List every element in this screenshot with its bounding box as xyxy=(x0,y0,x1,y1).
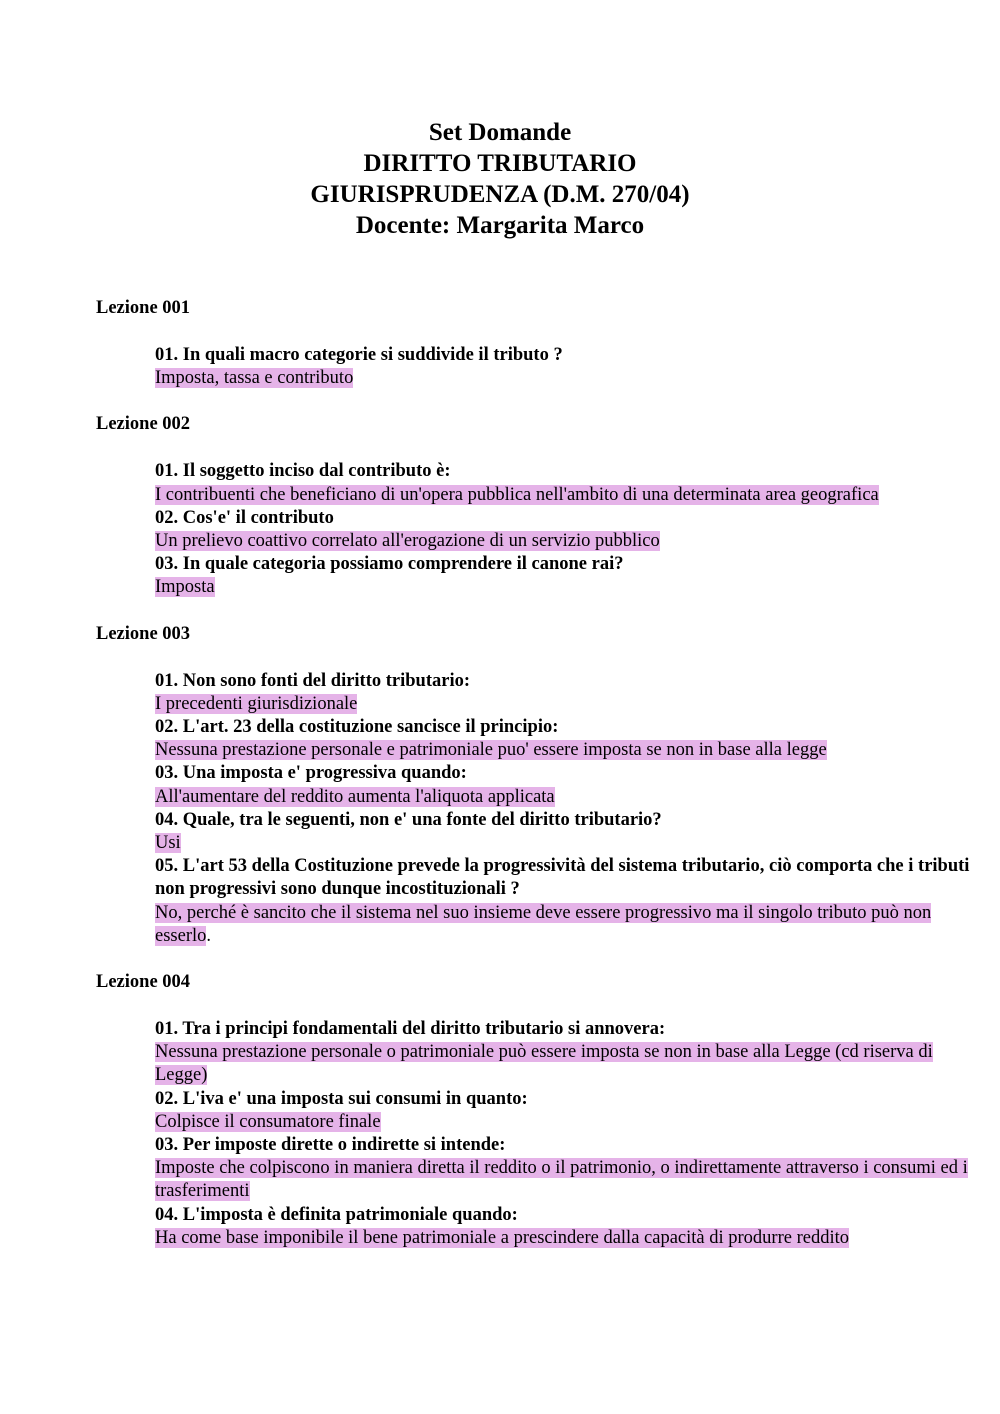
question-list xyxy=(155,460,976,599)
lesson-section xyxy=(96,971,976,1250)
answer-highlight: I contribuenti che beneficiano di un'opera pubblica nell'ambito di una determinata area geografica xyxy=(155,484,879,505)
answer xyxy=(155,1111,976,1134)
question: 05. L'art 53 della Costituzione prevede la progressività del sistema tributario, ciò comporta che i tributi non progressivi sono dunque incostituzionali ? xyxy=(155,856,970,900)
answer xyxy=(155,1227,976,1250)
question: 03. In quale categoria possiamo comprendere il canone rai? xyxy=(155,554,624,575)
answer-highlight: Imposta, tassa e contributo xyxy=(155,368,354,389)
answer-highlight: Colpisce il consumatore finale xyxy=(155,1111,381,1132)
answer xyxy=(155,1157,976,1203)
lesson-title: Lezione 004 xyxy=(96,972,191,993)
answer xyxy=(155,786,976,809)
answer-highlight: No, perché è sancito che il sistema nel suo insieme deve essere progressivo ma il singolo tributo può non esserlo xyxy=(155,902,932,946)
question: 01. Non sono fonti del diritto tributario: xyxy=(155,670,471,691)
lesson-title: Lezione 001 xyxy=(96,298,191,318)
answer xyxy=(155,739,976,762)
question: 02. L'iva e' una imposta sui consumi in quanto: xyxy=(155,1088,528,1109)
answer-highlight: Un prelievo coattivo correlato all'erogazione di un servizio pubblico xyxy=(155,531,660,552)
answer xyxy=(155,484,976,507)
answer xyxy=(155,832,976,855)
title-line-course: GIURISPRUDENZA (D.M. 270/04) xyxy=(310,181,690,208)
answer xyxy=(155,367,976,390)
question: 02. Cos'e' il contributo xyxy=(155,507,334,528)
title-line-set-domande: Set Domande xyxy=(428,119,572,146)
answer-suffix: . xyxy=(206,925,211,946)
answer-highlight: Ha come base imponibile il bene patrimoniale a prescindere dalla capacità di produrre reddito xyxy=(155,1227,849,1248)
question-list xyxy=(155,344,976,390)
question: 03. Per imposte dirette o indirette si intende: xyxy=(155,1135,506,1156)
answer-highlight: Nessuna prestazione personale o patrimoniale può essere imposta se non in base alla Legge (cd riserva di Legge) xyxy=(155,1042,933,1086)
lessons-list xyxy=(96,297,976,1250)
lesson-section xyxy=(96,623,976,948)
answer xyxy=(155,902,976,948)
answer-highlight: All'aumentare del reddito aumenta l'aliquota applicata xyxy=(155,786,555,807)
answer-highlight: Nessuna prestazione personale e patrimoniale puo' essere imposta se non in base alla legge xyxy=(155,740,827,761)
answer-highlight: Imposta xyxy=(155,577,215,598)
question-list xyxy=(155,1018,976,1250)
answer xyxy=(155,693,976,716)
answer xyxy=(155,1041,976,1087)
lesson-section xyxy=(96,297,976,390)
lesson-title: Lezione 002 xyxy=(96,414,191,435)
document-title xyxy=(0,117,1000,241)
answer xyxy=(155,530,976,553)
question: 01. Il soggetto inciso dal contributo è: xyxy=(155,461,451,482)
answer-highlight: Imposte che colpiscono in maniera diretta il reddito o il patrimonio, o indirettamente attraverso i consumi ed i trasferimenti xyxy=(155,1158,968,1202)
question: 01. In quali macro categorie si suddivide il tributo ? xyxy=(155,345,563,365)
answer-highlight: Usi xyxy=(155,833,181,854)
lesson-section xyxy=(96,413,976,599)
title-line-teacher: Docente: Margarita Marco xyxy=(355,212,645,239)
question: 01. Tra i principi fondamentali del diritto tributario si annovera: xyxy=(155,1019,666,1040)
question: 04. Quale, tra le seguenti, non e' una fonte del diritto tributario? xyxy=(155,809,662,830)
question: 02. L'art. 23 della costituzione sancisce il principio: xyxy=(155,717,559,738)
question: 03. Una imposta e' progressiva quando: xyxy=(155,763,467,784)
question-list xyxy=(155,670,976,948)
answer-highlight: I precedenti giurisdizionale xyxy=(155,693,358,714)
question: 04. L'imposta è definita patrimoniale quando: xyxy=(155,1204,518,1225)
lesson-title: Lezione 003 xyxy=(96,623,191,644)
title-line-subject: DIRITTO TRIBUTARIO xyxy=(363,150,637,177)
answer xyxy=(155,576,976,599)
